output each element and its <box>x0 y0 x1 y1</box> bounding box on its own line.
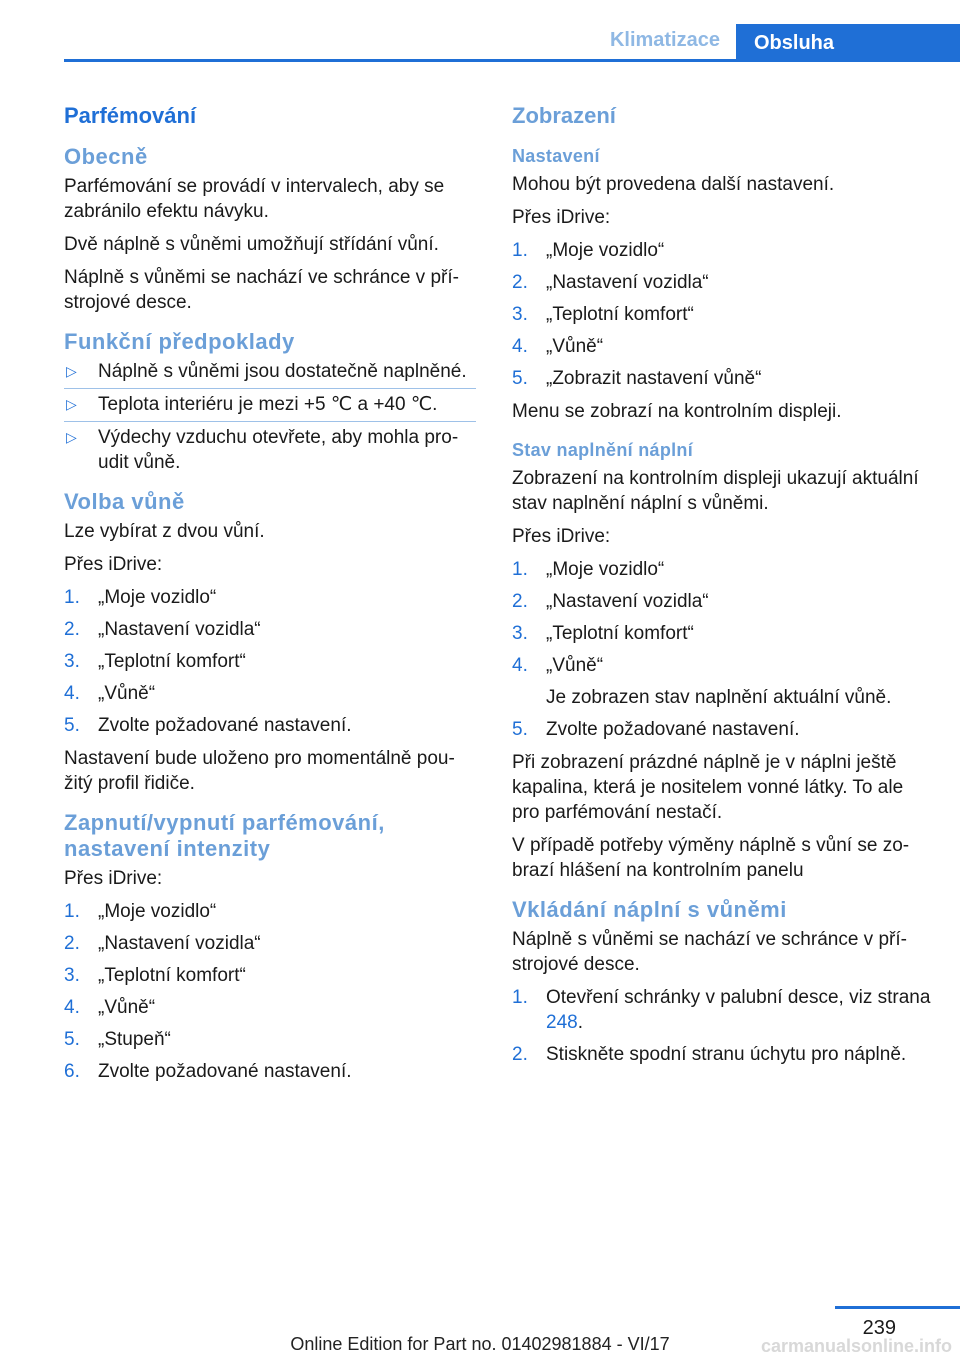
heading-requirements: Funkční předpoklady <box>64 329 295 354</box>
list-item: 2. „Nastavení vozidla“ <box>512 591 709 612</box>
left-column <box>64 96 476 1092</box>
paragraph: Nastavení bude uloženo pro momentálně použitý profil řidiče. <box>64 748 455 794</box>
right-column <box>512 96 932 1075</box>
edition-footer: Online Edition for Part no. 01402981884 - VI/17 <box>290 1334 670 1354</box>
chapter-tab[interactable]: Obsluha <box>736 24 960 62</box>
footer-rule <box>835 1306 960 1309</box>
heading-fill-status: Stav naplnění náplní <box>512 440 694 460</box>
paragraph: V případě potřeby výměny náplně s vůní se zobrazí hlášení na kontrolním panelu <box>512 835 910 881</box>
requirements-list <box>64 359 476 475</box>
paragraph: Dvě náplně s vůněmi umožňují střídání vůní. <box>64 234 439 255</box>
list-item: 6. Zvolte požadované nastavení. <box>64 1061 352 1082</box>
steps-list <box>64 585 476 738</box>
triangle-bullet-icon: ▷ <box>66 363 77 379</box>
page-link[interactable]: 248 <box>546 1012 578 1033</box>
list-item: 5. „Zobrazit nastavení vůně“ <box>512 368 762 389</box>
list-item: ▷ Teplota interiéru je mezi +5 ℃ a +40 ℃. <box>64 392 476 417</box>
heading-insert: Vkládání náplní s vůněmi <box>512 897 787 922</box>
steps-list <box>512 238 932 391</box>
list-item: 3. „Teplotní komfort“ <box>512 304 694 325</box>
list-item: 4. „Vůně“ <box>64 997 156 1018</box>
list-item: 3. „Teplotní komfort“ <box>64 651 246 672</box>
list-item: 1. „Moje vozidlo“ <box>64 901 217 922</box>
watermark: carmanualsonline.info <box>760 1336 952 1356</box>
paragraph: Lze vybírat z dvou vůní. <box>64 521 265 542</box>
list-item: 5. Zvolte požadované nastavení. <box>512 719 800 740</box>
list-item: 3. „Teplotní komfort“ <box>64 965 246 986</box>
paragraph: Při zobrazení prázdné náplně je v náplni ještě kapalina, která je nositelem vonné látky. To ale pro parfémování nestačí. <box>512 752 904 823</box>
list-item: 2. „Nastavení vozidla“ <box>64 933 261 954</box>
list-item: 4. „Vůně“ <box>64 683 156 704</box>
list-item: ▷ Výdechy vzduchu otevřete, aby mohla proudit vůně. <box>66 427 459 473</box>
paragraph: Náplně s vůněmi se nachází ve schránce v přístrojové desce. <box>512 929 907 975</box>
section-tab[interactable]: Klimatizace <box>609 29 720 51</box>
section-title: Zobrazení <box>512 103 616 128</box>
list-item: 1. „Moje vozidlo“ <box>512 559 665 580</box>
page-number: 239 <box>862 1317 896 1339</box>
paragraph: Menu se zobrazí na kontrolním displeji. <box>512 401 842 422</box>
section-title: Parfémování <box>64 103 197 128</box>
paragraph: Parfémování se provádí v intervalech, aby se zabránilo efektu návyku. <box>64 176 445 222</box>
list-item: 4. „Vůně“ <box>512 336 604 357</box>
triangle-bullet-icon: ▷ <box>66 396 77 412</box>
paragraph: Mohou být provedena další nastavení. <box>512 174 835 195</box>
list-item: 2. Stiskněte spodní stranu úchytu pro náplně. <box>512 1044 907 1065</box>
triangle-bullet-icon: ▷ <box>66 429 77 445</box>
list-item: 3. „Teplotní komfort“ <box>512 623 694 644</box>
list-item: 1. Otevření schránky v palubní desce, viz strana 248. <box>512 987 931 1033</box>
heading-general: Obecně <box>64 144 148 169</box>
list-item: 1. „Moje vozidlo“ <box>512 240 665 261</box>
paragraph: Přes iDrive: <box>512 207 611 228</box>
steps-list <box>512 985 932 1067</box>
paragraph: Náplně s vůněmi se nachází ve schránce v přístrojové desce. <box>64 267 459 313</box>
list-item: 1. „Moje vozidlo“ <box>64 587 217 608</box>
heading-settings: Nastavení <box>512 146 600 166</box>
page-header <box>0 0 960 62</box>
heading-toggle: Zapnutí/vypnutí parfémování, nastavení intenzity <box>64 810 385 861</box>
paragraph: Přes iDrive: <box>64 554 163 575</box>
paragraph: Zobrazení na kontrolním displeji ukazují aktuální stav naplnění náplní s vůněmi. <box>512 468 919 514</box>
header-rule <box>64 59 960 62</box>
steps-list <box>64 899 476 1084</box>
list-item: 5. „Stupeň“ <box>64 1029 171 1050</box>
list-item: 2. „Nastavení vozidla“ <box>512 272 709 293</box>
heading-scent-choice: Volba vůně <box>64 489 185 514</box>
list-item: ▷ Náplně s vůněmi jsou dostatečně naplněné. <box>64 359 476 384</box>
list-item: 4. „Vůně“ Je zobrazen stav naplnění aktuální vůně. <box>512 655 892 708</box>
list-item: 2. „Nastavení vozidla“ <box>64 619 261 640</box>
steps-list <box>512 557 932 742</box>
list-item: 5. Zvolte požadované nastavení. <box>64 715 352 736</box>
paragraph: Přes iDrive: <box>512 526 611 547</box>
paragraph: Přes iDrive: <box>64 868 163 889</box>
